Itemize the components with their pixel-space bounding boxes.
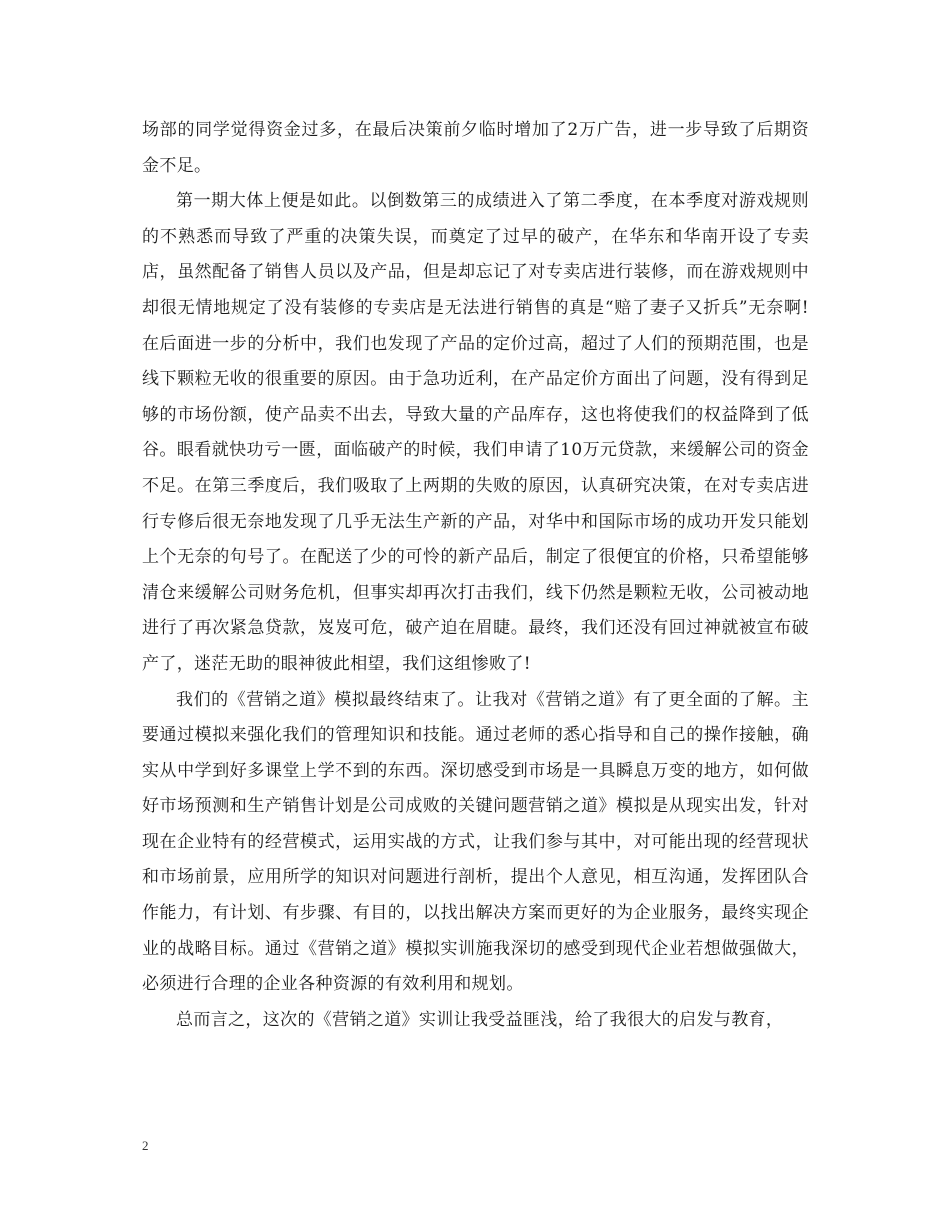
paragraph-2: 第一期大体上便是如此。以倒数第三的成绩进入了第二季度，在本季度对游戏规则的不熟悉而导致了严重的决策失误，而奠定了过早的破产，在华东和华南开设了专卖店，虽然配备了销售人员以及产品，但是却忘记了对专卖店进行装修，而在游戏规则中却很无情地规定了没有装修的专卖店是无法进行销售的真是“赔了妻子又折兵”无奈啊!在后面进一步的分析中，我们也发现了产品的定价过高，超过了人们的预期范围，也是线下颗粒无收的很重要的原因。由于急功近利，在产品定价方面出了问题，没有得到足够的市场份额，使产品卖不出去，导致大量的产品库存，这也将使我们的权益降到了低谷。眼看就快功亏一匮，面临破产的时候，我们申请了10万元贷款，来缓解公司的资金不足。在第三季度后，我们吸取了上两期的失败的原因，认真研究决策，在对专卖店进行专修后很无奈地发现了几乎无法生产新的产品，对华中和国际市场的成功开发只能划上个无奈的句号了。在配送了少的可怜的新产品后，制定了很便宜的价格，只希望能够清仓来缓解公司财务危机，但事实却再次打击我们，线下仍然是颗粒无收，公司被动地进行了再次紧急贷款，岌岌可危，破产迫在眉睫。最终，我们还没有回过神就被宣布破产了，迷茫无助的眼神彼此相望，我们这组惨败了! [142,191,809,674]
document-body [142,113,809,1038]
paragraph-3: 我们的《营销之道》模拟最终结束了。让我对《营销之道》有了更全面的了解。主要通过模拟来强化我们的管理知识和技能。通过老师的悉心指导和自己的操作接触，确实从中学到好多课堂上学不到的东西。深切感受到市场是一具瞬息万变的地方，如何做好市场预测和生产销售计划是公司成败的关键问题营销之道》模拟是从现实出发，针对现在企业特有的经营模式，运用实战的方式，让我们参与其中，对可能出现的经营现状和市场前景，应用所学的知识对问题进行剖析，提出个人意见，相互沟通，发挥团队合作能力，有计划、有步骤、有目的，以找出解决方案而更好的为企业服务，最终实现企业的战略目标。通过《营销之道》模拟实训施我深切的感受到现代企业若想做强做大，必须进行合理的企业各种资源的有效利用和规划。 [142,689,809,995]
paragraph-4: 总而言之，这次的《营销之道》实训让我受益匪浅，给了我很大的启发与教育， [176,1009,784,1030]
page-number: 2 [142,1138,149,1153]
paragraph-1: 场部的同学觉得资金过多，在最后决策前夕临时增加了2万广告，进一步导致了后期资金不足。 [142,120,809,176]
